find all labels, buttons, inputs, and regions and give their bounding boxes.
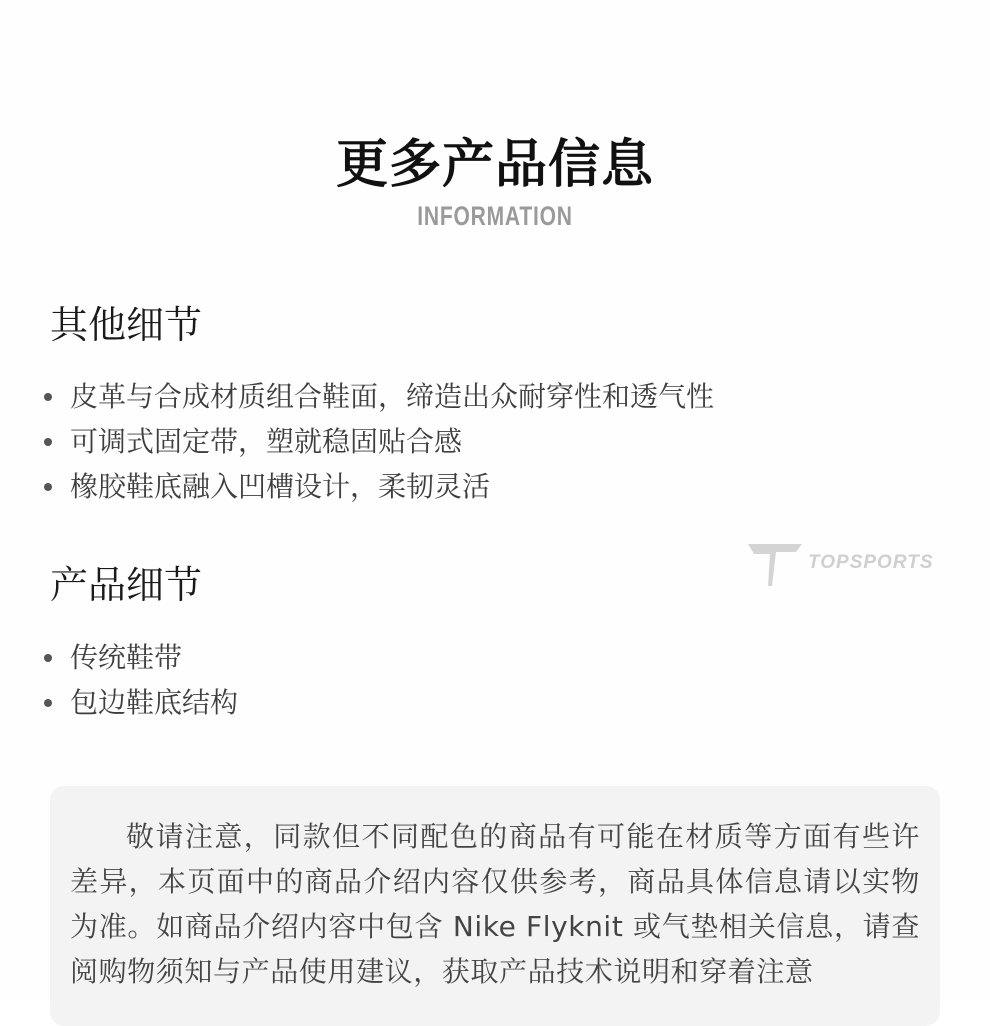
notice-box [50, 786, 940, 1026]
page-title: 更多产品信息 [335, 135, 654, 195]
other-details-list [44, 374, 714, 509]
section-heading-product-details: 产品细节 [50, 563, 203, 607]
list-item [44, 374, 714, 419]
bullet-dot-icon [44, 699, 52, 707]
bullet-dot-icon [44, 393, 52, 401]
bullet-dot-icon [44, 483, 52, 491]
list-item [44, 419, 714, 464]
product-details-list [44, 635, 238, 725]
list-item-text: 皮革与合成材质组合鞋面，缔造出众耐穿性和透气性 [70, 380, 715, 413]
list-item [44, 635, 238, 680]
bullet-dot-icon [44, 654, 52, 662]
list-item-text: 传统鞋带 [70, 641, 183, 674]
list-item [44, 464, 714, 509]
topsports-watermark [746, 540, 936, 588]
topsports-logo-icon [746, 540, 806, 588]
notice-text: 敬请注意，同款但不同配色的商品有可能在材质等方面有些许差异，本页面中的商品介绍内容仅供参考，商品具体信息请以实物为准。如商品介绍内容中包含 Nike Flyknit 或气垫相关信息，请查阅购物须知与产品使用建议，获取产品技术说明和穿着注意 [70, 820, 920, 988]
section-heading-other-details: 其他细节 [50, 303, 203, 347]
page-subtitle: INFORMATION [417, 201, 573, 231]
watermark-text: TOPSPORTS [808, 552, 934, 573]
list-item-text: 包边鞋底结构 [70, 686, 239, 719]
list-item-text: 橡胶鞋底融入凹槽设计，柔韧灵活 [70, 470, 491, 503]
list-item [44, 680, 238, 725]
list-item-text: 可调式固定带，塑就稳固贴合感 [70, 425, 463, 458]
bullet-dot-icon [44, 438, 52, 446]
